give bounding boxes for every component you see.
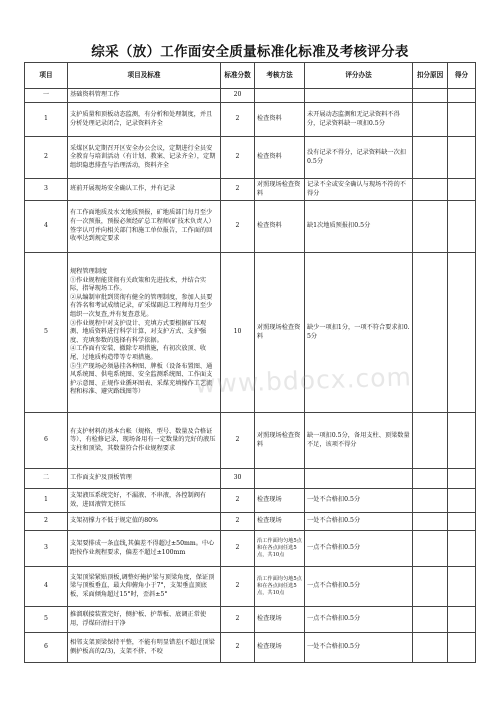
- row-rule: [305, 89, 413, 103]
- table-row: [25, 531, 476, 567]
- row-no: 6: [25, 413, 68, 469]
- row-rule: 一处不合格扣0.5分: [305, 633, 413, 663]
- row-score: 2: [221, 179, 255, 201]
- row-got: [448, 179, 476, 201]
- col-header-rule: 评分办法: [305, 63, 413, 89]
- row-item: 基础资料管理工作: [68, 89, 221, 103]
- col-header-item: 项目及标准: [68, 63, 221, 89]
- row-item: 支架初撑力不低于规定值的80%: [68, 513, 221, 531]
- row-got: [448, 633, 476, 663]
- row-item: 支架顶梁紧贴顶板,调整好掩护梁与顶梁角度，保证顶梁与顶板垂直，最大仰俯角小于7°，支架垂直顶底板，采面倾角超过15°时，歪斜±5°: [68, 567, 221, 607]
- row-method: 对照现场检查资料: [255, 253, 305, 413]
- row-item: 支架要排成一条直线,其偏差不得超过±50mm。中心距按作业规程要求，偏差不超过±100mm: [68, 531, 221, 567]
- row-no: 2: [25, 513, 68, 531]
- row-got: [448, 89, 476, 103]
- row-score: 2: [221, 137, 255, 179]
- row-method: 检查现场: [255, 633, 305, 663]
- row-score: 2: [221, 201, 255, 253]
- row-no: 5: [25, 607, 68, 633]
- row-deduct: [413, 89, 448, 103]
- row-got: [448, 201, 476, 253]
- table-row: [25, 137, 476, 179]
- row-method: 检查资料: [255, 137, 305, 179]
- row-item: 支护质量和顶板动态监测，有分析和处理制度，并且分析处理记录闭合，记录资料齐全: [68, 103, 221, 137]
- row-got: [448, 567, 476, 607]
- row-deduct: [413, 633, 448, 663]
- row-score: 2: [221, 103, 255, 137]
- row-score: 2: [221, 607, 255, 633]
- row-method: 检查现场: [255, 513, 305, 531]
- row-method: 对照现场检查资料: [255, 179, 305, 201]
- row-rule: 缺一项扣0.5分，备用支柱、顶梁数量不足，该项不得分: [305, 413, 413, 469]
- row-item: 规程管理制度 ①作业规程能贯彻有关政策和先进技术，并结合实际，指导现场工作。 ②从编制审批到贯彻有健全的管理制度，参加人员要有答名和考试成绩记录，矿采煤副总工程师每月至少组织一次复查,并有复查意见。 ③作业规程中对支护设计、充填方式要根据矿压观测、地质资料进行科学计算，对支护方式、支护强度、充填参数的选择有科学依据。 ④工作面有安装、撤除专项措施，有初次放顶、收尾、过地质构造带等专项措施。 ⑤生产现场必须悬挂各种图、牌板（设备布置图、通风系统图、供电系统图、安全监测系统图、工作面支护示意图、正规作业循环图表、采煤充填操作工艺流程和标准、避灾路线图等）: [68, 253, 221, 413]
- row-no: 5: [25, 253, 68, 413]
- row-item: 有工作面地质及水文地质预报，矿地质部门每月至少有一次预报，预报必须经矿总工程师(矿技术负责人）签字认可并向相关部门和施工单位报告，工作面的回收率达到规定要求: [68, 201, 221, 253]
- row-method: 对照现场检查资料: [255, 413, 305, 469]
- row-score: 2: [221, 513, 255, 531]
- row-got: [448, 469, 476, 489]
- row-rule: 缺少一项扣1分，一项不符合要求扣0.5分: [305, 253, 413, 413]
- row-no: 二: [25, 469, 68, 489]
- row-got: [448, 253, 476, 413]
- section-row: [25, 89, 476, 103]
- table-row: [25, 513, 476, 531]
- row-no: 3: [25, 179, 68, 201]
- row-deduct: [413, 179, 448, 201]
- row-item: 支架液压系统完好，不漏液、不串液，各控制阀有效，进回液管无挤压: [68, 489, 221, 513]
- row-deduct: [413, 413, 448, 469]
- table-row: [25, 413, 476, 469]
- row-rule: 一处不合格扣0.5分: [305, 489, 413, 513]
- row-item: 有支护材料的基本台帐（规格、型号、数量及合格证等），有检修记录，现场备用有一定数量的完好的液压支柱和顶梁，其数量符合作业规程要求: [68, 413, 221, 469]
- col-header-got: 得分: [448, 63, 476, 89]
- row-deduct: [413, 489, 448, 513]
- row-got: [448, 137, 476, 179]
- section-row: [25, 469, 476, 489]
- row-deduct: [413, 513, 448, 531]
- row-rule: 记录不全或安全确认与现场不符的不得分: [305, 179, 413, 201]
- row-item: 班前开展现场安全确认工作，并有记录: [68, 179, 221, 201]
- score-table: [24, 62, 476, 663]
- row-no: 1: [25, 103, 68, 137]
- row-deduct: [413, 201, 448, 253]
- row-method: 检查资料: [255, 201, 305, 253]
- table-row: [25, 103, 476, 137]
- row-score: 10: [221, 253, 255, 413]
- row-rule: 一点不合格扣0.5分: [305, 531, 413, 567]
- document-title: 综采（放）工作面安全质量标准化标准及考核评分表: [91, 44, 409, 60]
- row-no: 一: [25, 89, 68, 103]
- row-deduct: [413, 567, 448, 607]
- row-rule: 缺1次地质预报扣0.5分: [305, 201, 413, 253]
- row-method: [255, 89, 305, 103]
- row-score: 2: [221, 489, 255, 513]
- table-row: [25, 201, 476, 253]
- row-got: [448, 531, 476, 567]
- table-row: [25, 179, 476, 201]
- col-header-deduct: 扣分原因: [413, 63, 448, 89]
- row-score: 2: [221, 531, 255, 567]
- row-got: [448, 103, 476, 137]
- row-rule: [305, 469, 413, 489]
- row-deduct: [413, 607, 448, 633]
- row-method: 沿工作面均匀地5点和在各点间任选5点，共10点: [255, 531, 305, 567]
- row-item: 采煤区队定期召开区安全办公会议，定期进行全员安全教育与培训活动（有计划、教案、记录齐全），定期组织隐患排查与治理活动，资料齐全: [68, 137, 221, 179]
- col-header-method: 考核方法: [255, 63, 305, 89]
- row-score: 2: [221, 413, 255, 469]
- col-header-no: 项目: [25, 63, 68, 89]
- row-no: 1: [25, 489, 68, 513]
- table-row: [25, 489, 476, 513]
- row-method: [255, 469, 305, 489]
- row-no: 4: [25, 567, 68, 607]
- row-rule: 一点不合格扣0.5分: [305, 607, 413, 633]
- row-no: 2: [25, 137, 68, 179]
- row-rule: 一点不合格扣0.5分: [305, 567, 413, 607]
- row-rule: 没有记录不得分，记录资料缺一次扣0.5分: [305, 137, 413, 179]
- row-score: 2: [221, 567, 255, 607]
- row-no: 3: [25, 531, 68, 567]
- row-got: [448, 413, 476, 469]
- row-deduct: [413, 253, 448, 413]
- row-no: 4: [25, 201, 68, 253]
- row-method: 检查现场: [255, 607, 305, 633]
- row-method: 检查现场: [255, 489, 305, 513]
- table-row: [25, 567, 476, 607]
- row-score: 30: [221, 469, 255, 489]
- row-deduct: [413, 531, 448, 567]
- header-row: [25, 63, 476, 89]
- row-got: [448, 513, 476, 531]
- table-row: [25, 633, 476, 663]
- row-got: [448, 489, 476, 513]
- row-item: 相邻支架顶梁保持平整，不能有明显错差(不超过顶梁侧护板高的2/3)，支架不挤、不咬: [68, 633, 221, 663]
- row-got: [448, 607, 476, 633]
- col-header-score: 标准分数: [221, 63, 255, 89]
- row-score: 20: [221, 89, 255, 103]
- row-item: 推溜联接装置完好，侧护板、护帮板、底调正常使用，浮煤矸清扫干净: [68, 607, 221, 633]
- row-deduct: [413, 103, 448, 137]
- row-deduct: [413, 469, 448, 489]
- table-row: [25, 253, 476, 413]
- row-method: 沿工作面均匀地5点和在各点间任选5点，共10点: [255, 567, 305, 607]
- table-row: [25, 607, 476, 633]
- row-deduct: [413, 137, 448, 179]
- watermark: www.bdocx.com: [194, 362, 413, 399]
- row-item: 工作面支护及顶板管理: [68, 469, 221, 489]
- row-score: 2: [221, 633, 255, 663]
- row-rule: 一处不合格扣0.5分: [305, 513, 413, 531]
- row-method: 检查资料: [255, 103, 305, 137]
- row-no: 6: [25, 633, 68, 663]
- row-rule: 未开展动态监测和无记录资料不得分，记录资料缺一项扣0.5分: [305, 103, 413, 137]
